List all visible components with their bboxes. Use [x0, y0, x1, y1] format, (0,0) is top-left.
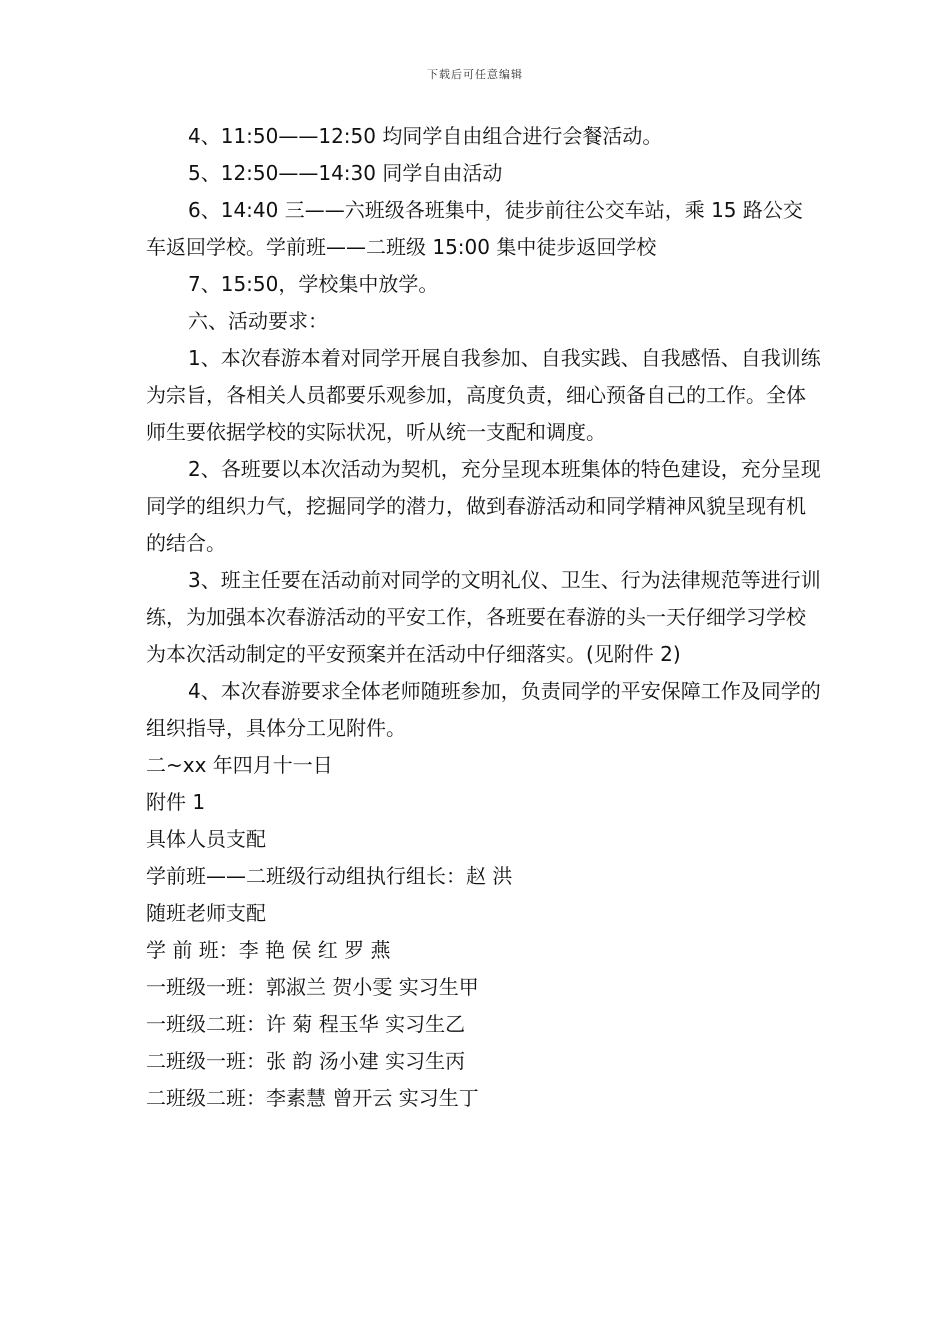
requirement-3: 3、班主任要在活动前对同学的文明礼仪、卫生、行为法律规范等进行训练，为加强本次春游活动的平安工作，各班要在春游的头一天仔细学习学校为本次活动制定的平安预案并在活动中仔细落实。(见附件 2): [146, 568, 821, 666]
schedule-item-4: 4、11:50——12:50 均同学自由组合进行会餐活动。: [188, 124, 663, 148]
action-group-leader: 学前班——二班级行动组执行组长：赵 洪: [146, 864, 513, 888]
teacher-arrangement-heading: 随班老师支配: [146, 901, 266, 925]
schedule-item-7: 7、15:50，学校集中放学。: [188, 272, 439, 296]
section-heading-requirements: 六、活动要求：: [188, 309, 328, 333]
teacher-row-grade2-class2: 二班级二班：李素慧 曾开云 实习生丁: [146, 1086, 479, 1110]
appendix-title: 附件 1: [146, 790, 206, 814]
teacher-row-grade1-class2: 一班级二班：许 菊 程玉华 实习生乙: [146, 1012, 466, 1036]
schedule-item-6: 6、14:40 三——六班级各班集中，徒步前往公交车站，乘 15 路公交车返回学校。学前班——二班级 15:00 集中徒步返回学校: [146, 198, 803, 259]
teacher-row-grade2-class1: 二班级一班：张 韵 汤小建 实习生丙: [146, 1049, 466, 1073]
staff-arrangement-heading: 具体人员支配: [146, 827, 266, 851]
teacher-row-grade1-class1: 一班级一班：郭淑兰 贺小雯 实习生甲: [146, 975, 479, 999]
schedule-item-5: 5、12:50——14:30 同学自由活动: [188, 161, 503, 185]
document-body: [146, 118, 822, 1117]
page-header: 下载后可任意编辑: [427, 68, 523, 81]
requirement-4: 4、本次春游要求全体老师随班参加，负责同学的平安保障工作及同学的组织指导，具体分工见附件。: [146, 679, 821, 740]
teacher-row-preschool: 学 前 班：李 艳 侯 红 罗 燕: [146, 938, 391, 962]
requirement-2: 2、各班要以本次活动为契机，充分呈现本班集体的特色建设，充分呈现同学的组织力气，挖掘同学的潜力，做到春游活动和同学精神风貌呈现有机的结合。: [146, 457, 821, 555]
requirement-1: 1、本次春游本着对同学开展自我参加、自我实践、自我感悟、自我训练为宗旨，各相关人员都要乐观参加，高度负责，细心预备自己的工作。全体师生要依据学校的实际状况，听从统一支配和调度。: [146, 346, 821, 444]
document-date: 二~xx 年四月十一日: [146, 753, 333, 777]
